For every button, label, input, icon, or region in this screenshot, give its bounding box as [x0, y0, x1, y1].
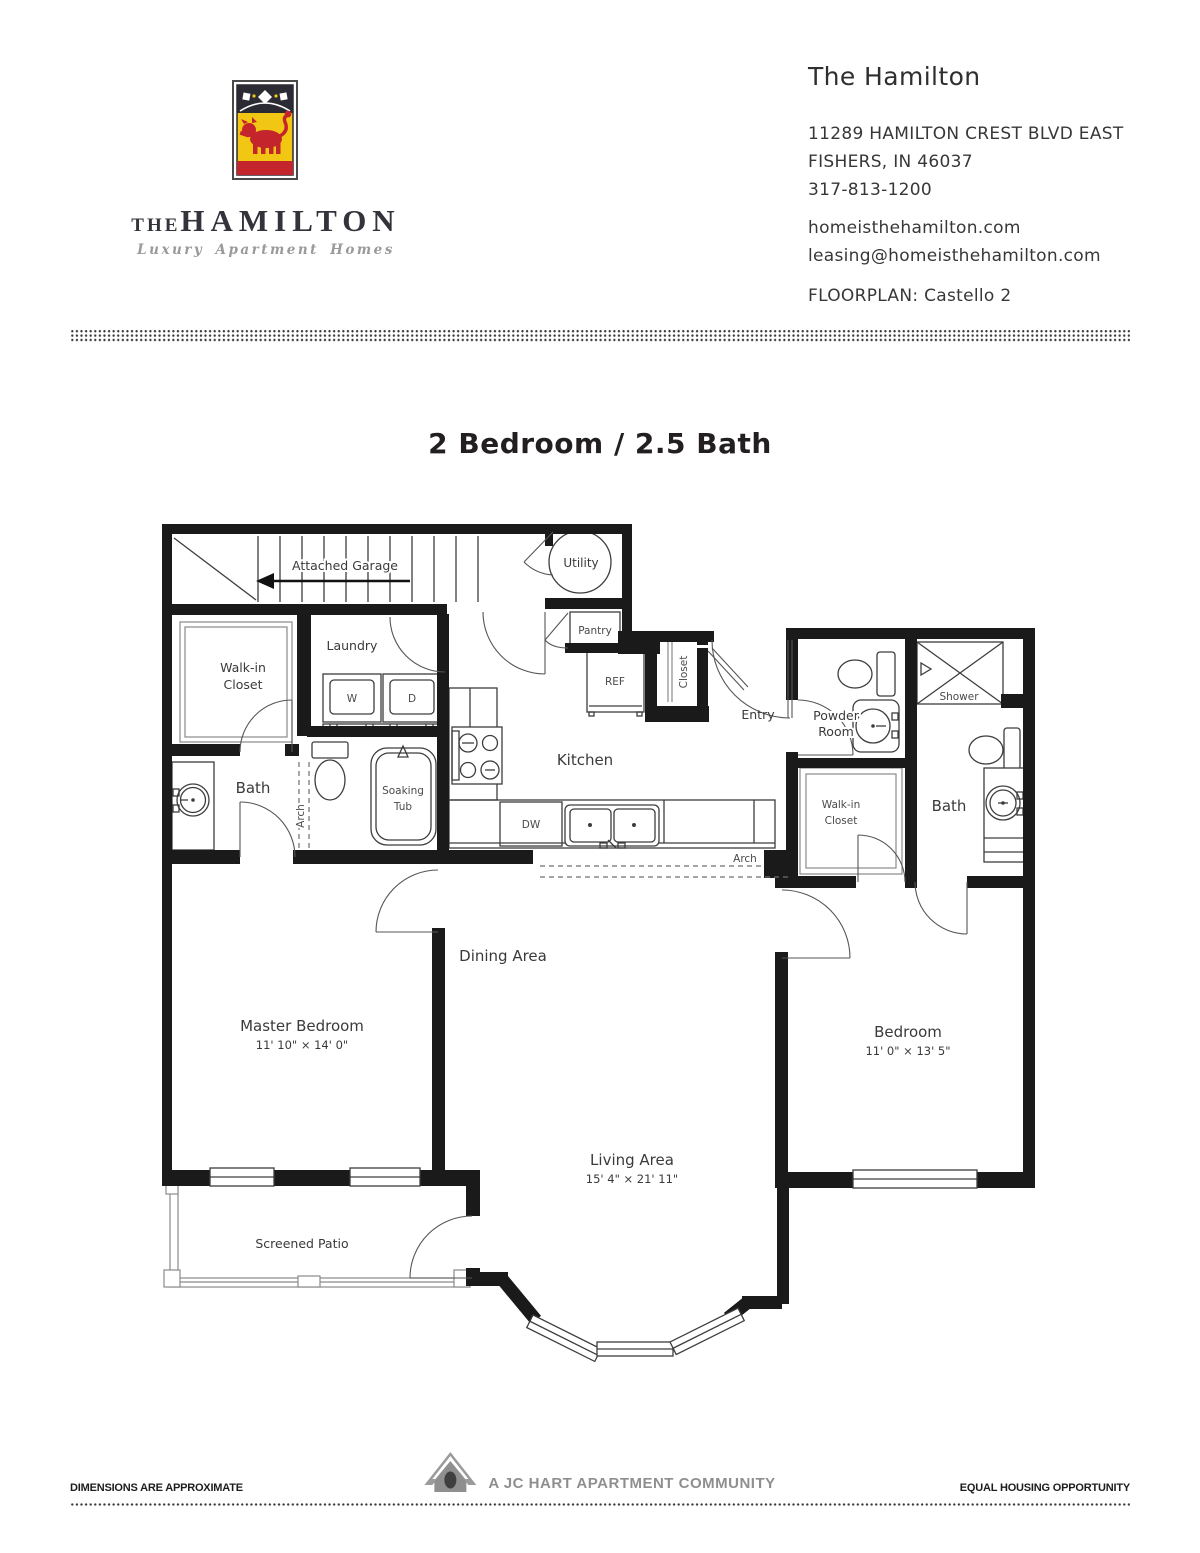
garage-door[interactable] [483, 612, 545, 674]
footer-community-text: A JC HART APARTMENT COMMUNITY [488, 1475, 776, 1492]
walk-in-closet1-door[interactable] [240, 700, 292, 752]
powder-sink-icon [853, 700, 899, 752]
room-label-entry: Entry [741, 707, 775, 722]
pantry-door[interactable] [545, 613, 568, 648]
kitchen-sink-icon [565, 805, 659, 848]
phone-number: 317-813-1200 [808, 180, 933, 200]
powder-toilet-icon [838, 652, 895, 696]
bath2-toilet-icon [969, 728, 1020, 772]
bath2-door[interactable] [915, 882, 967, 934]
entry-closet-rod [668, 640, 672, 702]
garage-arrow-icon [256, 573, 410, 589]
closet-bifold-door[interactable] [708, 648, 748, 690]
room-label-closet: Closet [678, 655, 690, 689]
room-label-bath1: Bath [235, 779, 271, 797]
room-label-walk-in-closet1-line1: Walk-in [220, 660, 266, 675]
appliance-label-washer: W [346, 693, 358, 705]
patio-door[interactable] [410, 1216, 472, 1278]
room-label-walk-in-closet2-line1: Walk-in [821, 799, 861, 811]
logo-wordmark [110, 203, 422, 239]
room-label-screened-patio: Screened Patio [255, 1236, 349, 1251]
room-label-powder-line1: Powder [813, 708, 859, 723]
room-label-shower: Shower [939, 691, 979, 703]
dimension-master-bedroom: 11' 10" × 14' 0" [255, 1038, 349, 1052]
stove-icon [452, 727, 502, 784]
footer-dimensions-note: DIMENSIONS ARE APPROXIMATE [70, 1482, 243, 1494]
address-line1: 11289 HAMILTON CREST BLVD EAST [808, 124, 1124, 144]
toilet1-icon [312, 742, 348, 800]
room-label-pantry: Pantry [578, 625, 612, 637]
email-link: leasing@homeisthehamilton.com [808, 246, 1101, 266]
property-address [808, 120, 1124, 204]
room-label-dining-area: Dining Area [459, 947, 547, 965]
appliance-label-dryer: D [407, 693, 417, 705]
website-link: homeisthehamilton.com [808, 218, 1021, 238]
hamilton-crest-icon [232, 80, 298, 180]
dimension-bedroom: 11' 0" × 13' 5" [865, 1044, 951, 1058]
bath1-door[interactable] [240, 802, 295, 857]
fixture-label-soaking-line2: Tub [393, 801, 413, 813]
bedroom-window [853, 1170, 977, 1188]
bay-window-left [527, 1315, 601, 1361]
windows [210, 1168, 977, 1361]
room-label-bedroom: Bedroom [874, 1023, 942, 1041]
walk-in-closet2-door[interactable] [858, 835, 905, 882]
footer-community-brand [424, 1452, 775, 1498]
master-window-2 [350, 1168, 420, 1186]
footer-equal-housing: EQUAL HOUSING OPPORTUNITY [959, 1482, 1130, 1494]
appliance-label-dw: DW [521, 819, 541, 831]
bath2-sink-icon [984, 768, 1024, 862]
room-label-bath2: Bath [931, 797, 967, 815]
room-label-laundry: Laundry [326, 638, 378, 653]
room-label-walk-in-closet1-line2: Closet [223, 677, 263, 692]
logo-tagline: Luxury Apartment Homes [137, 242, 395, 258]
dotted-divider-top [70, 329, 1130, 342]
screened-patio-structure [164, 1182, 470, 1287]
room-label-attached-garage: Attached Garage [292, 558, 398, 573]
room-label-walk-in-closet2-line2: Closet [824, 815, 858, 827]
fixture-label-soaking-line1: Soaking [382, 785, 424, 797]
laundry-door[interactable] [390, 617, 445, 672]
bedroom-door[interactable] [782, 890, 850, 958]
label-arch-left: Arch [295, 804, 307, 828]
page-title: 2 Bedroom / 2.5 Bath [428, 427, 772, 460]
property-info-block [808, 62, 1168, 306]
label-arch-center: Arch [733, 853, 757, 865]
room-label-kitchen: Kitchen [556, 751, 614, 769]
logo-the: THE [131, 215, 181, 236]
room-label-living-area: Living Area [590, 1151, 674, 1169]
appliance-label-ref: REF [605, 676, 625, 688]
property-contact [808, 214, 1101, 270]
address-line2: FISHERS, IN 46037 [808, 152, 973, 172]
room-label-master-bedroom: Master Bedroom [240, 1017, 364, 1035]
master-bedroom-door[interactable] [376, 870, 438, 932]
washer-dryer-icons [323, 674, 441, 733]
logo-name: HAMILTON [180, 203, 401, 238]
bath1-sink-icon [172, 762, 214, 850]
property-name: The Hamilton [808, 62, 981, 91]
master-window-1 [210, 1168, 274, 1186]
bay-window-center [597, 1342, 673, 1356]
room-label-utility: Utility [563, 556, 599, 570]
dotted-divider-bottom [70, 1502, 1130, 1507]
floorplan-name: FLOORPLAN: Castello 2 [808, 286, 1012, 306]
jc-hart-house-icon [424, 1452, 476, 1498]
dimension-living-area: 15' 4" × 21' 11" [585, 1172, 679, 1186]
bay-window-right [670, 1308, 744, 1354]
bay-wall-left [502, 1279, 536, 1320]
walls [162, 524, 1035, 1309]
floorplan-drawing [150, 515, 1050, 1375]
room-label-powder-line2: Room [818, 724, 854, 739]
